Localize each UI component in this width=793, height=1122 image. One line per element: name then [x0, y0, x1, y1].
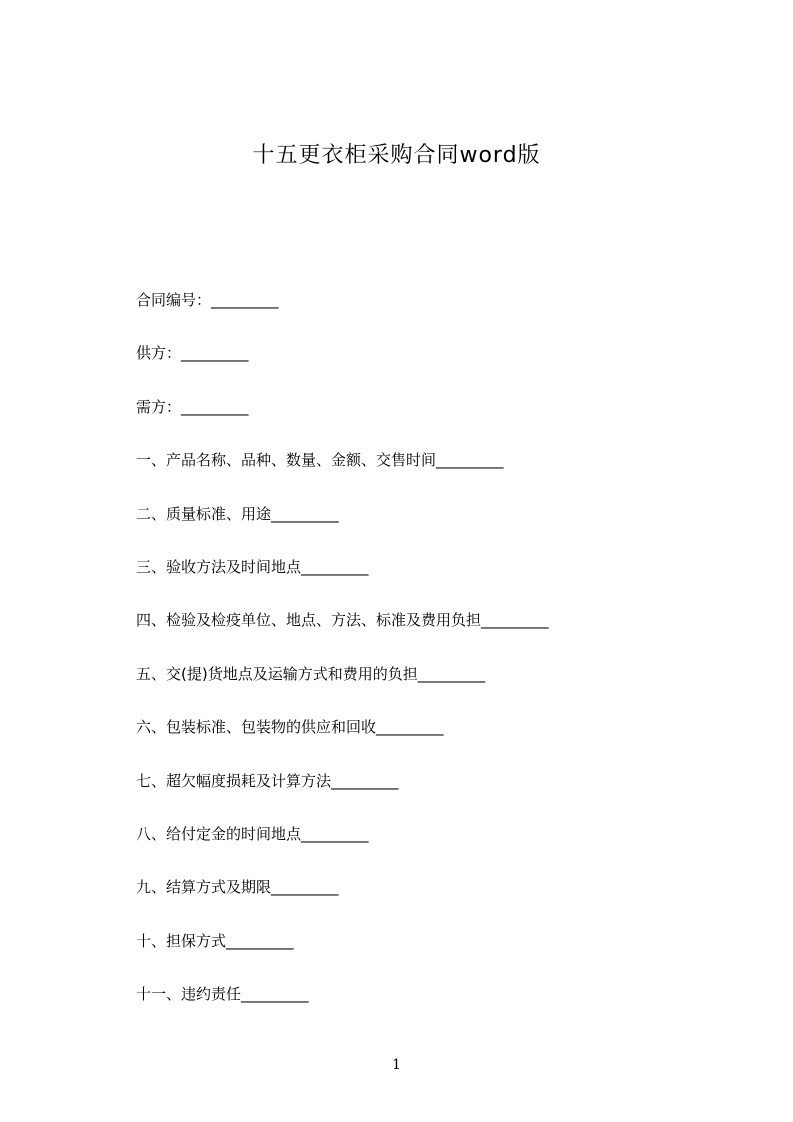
field-buyer: 需方：_________ [136, 397, 249, 416]
clause-3: 三、验收方法及时间地点_________ [136, 557, 369, 576]
contract-fields [136, 290, 736, 1037]
document-title: 十五更衣柜采购合同word版 [252, 143, 541, 168]
clause-9: 九、结算方式及期限_________ [136, 878, 339, 897]
clause-2: 二、质量标准、用途_________ [136, 504, 339, 523]
page-number: 1 [392, 1057, 401, 1073]
clause-1: 一、产品名称、品种、数量、金额、交售时间_________ [136, 451, 504, 470]
clause-11: 十一、违约责任_________ [136, 985, 309, 1004]
clause-5: 五、交(提)货地点及运输方式和费用的负担_________ [136, 664, 486, 683]
clause-6: 六、包装标准、包装物的供应和回收_________ [136, 718, 444, 737]
field-contract-number: 合同编号：_________ [136, 291, 279, 309]
field-supplier: 供方：_________ [136, 344, 249, 363]
clause-7: 七、超欠幅度损耗及计算方法_________ [136, 771, 399, 790]
clause-10: 十、担保方式_________ [136, 931, 294, 950]
clause-8: 八、给付定金的时间地点_________ [136, 824, 369, 843]
clause-4: 四、检验及检疫单位、地点、方法、标准及费用负担_________ [136, 611, 549, 630]
